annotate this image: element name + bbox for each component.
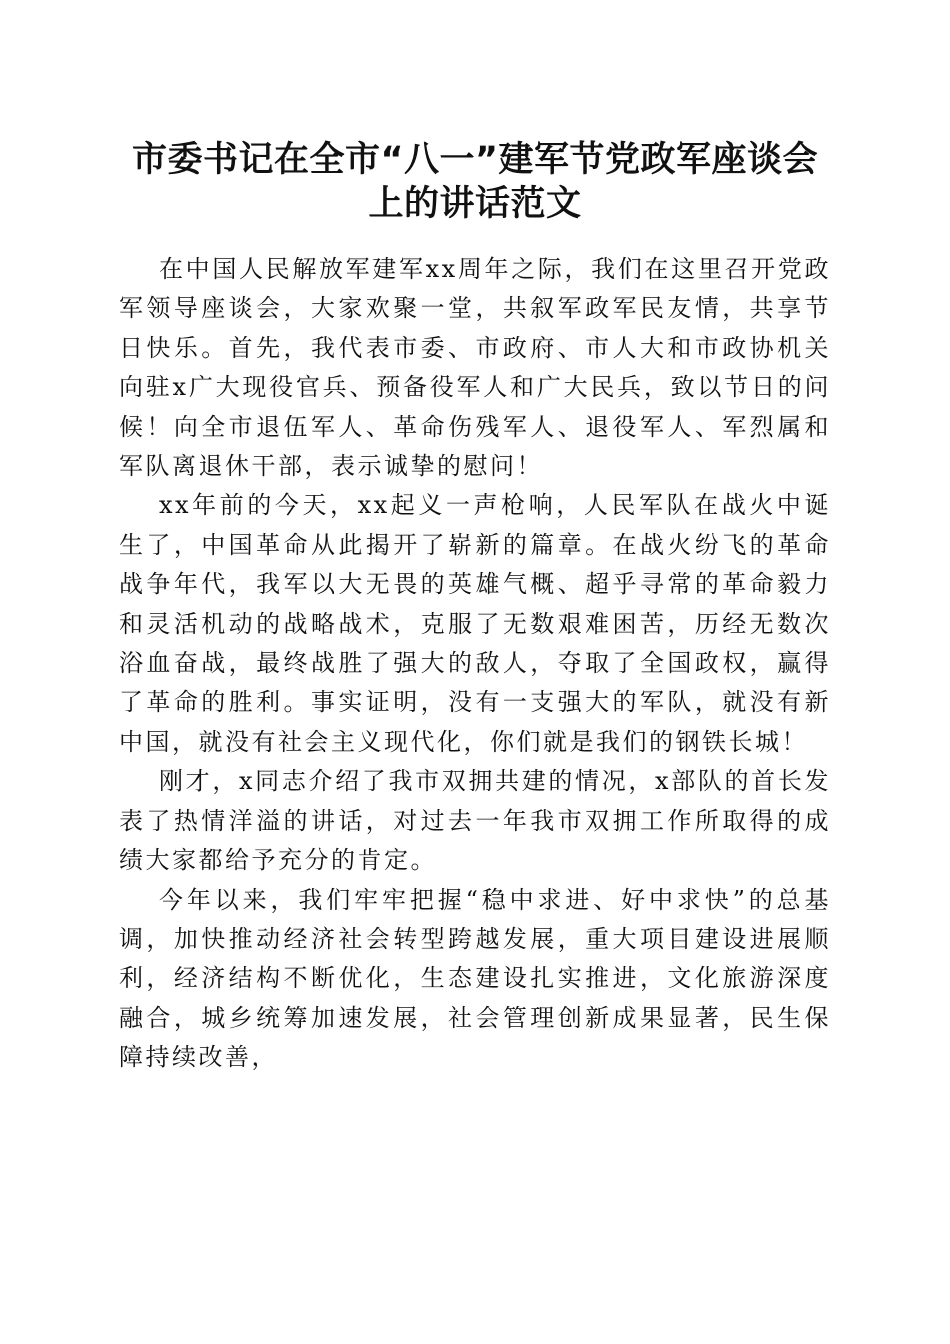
paragraph-3: 刚才，x同志介绍了我市双拥共建的情况，x部队的首长发表了热情洋溢的讲话，对过去一年我市双拥工作所取得的成绩大家都给予充分的肯定。 <box>119 767 831 875</box>
document-body <box>119 250 831 1078</box>
title-line-1: 市委书记在全市“八一”建军节党政军座谈会 <box>131 140 818 180</box>
paragraph-4: 今年以来，我们牢牢把握“稳中求进、好中求快”的总基调，加快推动经济社会转型跨越发展，重大项目建设进展顺利，经济结构不断优化，生态建设扎实推进，文化旅游深度融合，城乡统筹加速发展，社会管理创新成果显著，民生保障持续改善， <box>119 885 831 1072</box>
document-title <box>100 138 850 226</box>
paragraph-1: 在中国人民解放军建军xx周年之际，我们在这里召开党政军领导座谈会，大家欢聚一堂，共叙军政军民友情，共享节日快乐。首先，我代表市委、市政府、市人大和市政协机关向驻x广大现役官兵、预备役军人和广大民兵，致以节日的问候！向全市退伍军人、革命伤残军人、退役军人、军烈属和军队离退休干部，表示诚挚的慰问！ <box>119 255 831 481</box>
title-line-2: 上的讲话范文 <box>368 184 582 224</box>
paragraph-2: xx年前的今天，xx起义一声枪响，人民军队在战火中诞生了，中国革命从此揭开了崭新的篇章。在战火纷飞的革命战争年代，我军以大无畏的英雄气概、超乎寻常的革命毅力和灵活机动的战略战术，克服了无数艰难困苦，历经无数次浴血奋战，最终战胜了强大的敌人，夺取了全国政权，赢得了革命的胜利。事实证明，没有一支强大的军队，就没有新中国，就没有社会主义现代化，你们就是我们的钢铁长城！ <box>119 491 831 756</box>
